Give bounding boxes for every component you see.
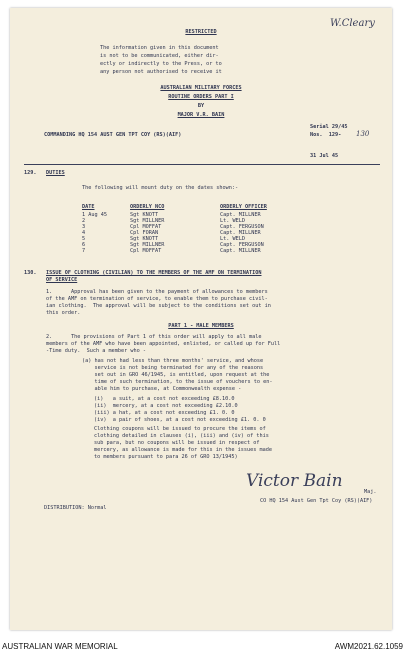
orderly-nco: Cpl FORAN [130, 230, 159, 236]
item-130-title-cont: OF SERVICE [46, 277, 78, 283]
command-line: COMMANDING HQ 154 AUST GEN TPT COY (RS)(AIF) [44, 132, 182, 138]
paragraph-line: Clothing coupons will be issued to procure the items of [94, 426, 266, 432]
paragraph-line: set out in GRO 46/1945, is entitled, upon request at the [82, 372, 270, 378]
paragraph-line: -Time duty. Such a member who - [46, 348, 146, 354]
paragraph-line: time of such termination, to the issue of vouchers to en- [82, 379, 273, 385]
notice-line: is not to be communicated, either dir- [100, 53, 219, 59]
paragraph-line: clothing detailed in clauses (i), (iii) and (iv) of this [94, 433, 269, 439]
duty-date: 6 [82, 242, 86, 248]
duty-date: 1 Aug 45 [82, 212, 107, 218]
allowance-item: (ii) mercery, at a cost not exceeding £2.10.0 [94, 403, 238, 409]
orderly-officer: Capt. FERGUSON [220, 242, 264, 248]
paragraph-line: 2. The provisions of Part 1 of this order will apply to all male [46, 334, 262, 340]
handwritten-order-number: 130 [356, 130, 370, 138]
order-numbers: Nos. 129- [310, 132, 342, 138]
item-129-intro: The following will mount duty on the dates shown:- [82, 185, 239, 191]
duty-date: 2 [82, 218, 86, 224]
orderly-nco: Cpl MOFFAT [130, 224, 162, 230]
duty-roster-table [82, 204, 300, 254]
orderly-officer: Capt. MILLNER [220, 248, 261, 254]
paragraph-line: (a) has not had less than three months' service, and whose [82, 358, 264, 364]
paragraph-line: mercery, as allowance is made for this in the issues made [94, 447, 273, 453]
column-header: ORDERLY OFFICER [220, 204, 267, 210]
orderly-officer: Capt. MILLNER [220, 212, 261, 218]
paragraph-line: of the AMF on termination of service, to enable them to purchase civil- [46, 296, 268, 302]
heading-by: BY [197, 103, 205, 109]
signature-block: CO HQ 154 Aust Gen Tpt Coy (RS)(AIF) [260, 498, 373, 504]
part-1-heading: PART 1 - MALE MEMBERS [168, 323, 234, 329]
duty-date: 4 [82, 230, 86, 236]
duty-date: 3 [82, 224, 86, 230]
orderly-officer: Capt. MILLNER [220, 230, 261, 236]
paragraph-line: sub para, but no coupons will be issued in respect of [94, 440, 260, 446]
serial-number: Serial 29/45 [310, 124, 348, 130]
signatory-rank: Maj. [364, 489, 377, 495]
paragraph-line: to members pursuant to para 26 of GRO 13/1945) [94, 454, 238, 460]
notice-line: any person not authorised to receive it [100, 69, 222, 75]
orderly-nco: Sgt KNOTT [130, 212, 159, 218]
item-129-number: 129. [24, 170, 37, 176]
table-header-row [82, 204, 300, 212]
allowance-item: (iii) a hat, at a cost not exceeding £1. 0. 0 [94, 410, 235, 416]
paragraph-line: 1. Approval has been given to the payment of allowances to members [46, 289, 268, 295]
paragraph-line: this order. [46, 310, 81, 316]
duty-date: 7 [82, 248, 86, 254]
column-header: DATE [82, 204, 95, 210]
heading-officer: MAJOR V.R. BAIN [177, 112, 225, 118]
orderly-officer: Capt. FERGUSON [220, 224, 264, 230]
heading-orders: ROUTINE ORDERS PART I [168, 94, 234, 100]
orderly-nco: Sgt KNOTT [130, 236, 159, 242]
divider [24, 164, 380, 165]
orderly-nco: Cpl MOFFAT [130, 248, 162, 254]
table-row [82, 248, 300, 254]
orderly-officer: Lt. WELD [220, 218, 245, 224]
handwritten-name: W.Cleary [330, 18, 375, 29]
item-129-title: DUTIES [46, 170, 65, 176]
orderly-nco: Sgt MILLNER [130, 242, 165, 248]
signature: Victor Bain [246, 471, 343, 491]
heading-forces: AUSTRALIAN MILITARY FORCES [160, 85, 242, 91]
column-header: ORDERLY NCO [130, 204, 165, 210]
archive-reference: AWM2021.62.1059 [334, 642, 403, 651]
notice-line: ectly or indirectly to the Press, or to [100, 61, 222, 67]
orderly-nco: Sgt MILLNER [130, 218, 165, 224]
distribution: DISTRIBUTION: Normal [44, 505, 107, 511]
classification-heading: RESTRICTED [185, 29, 217, 35]
item-130-number: 130. [24, 270, 37, 276]
allowance-item: (iv) a pair of shoes, at a cost not exceeding £1. 0. 0 [94, 417, 266, 423]
archive-footer [0, 640, 406, 653]
allowance-item: (i) a suit, at a cost not exceeding £8.10.0 [94, 396, 235, 402]
paragraph-line: service is not being terminated for any of the reasons [82, 365, 264, 371]
paragraph-line: ian clothing. The approval will be subject to the conditions set out in [46, 303, 271, 309]
archive-name: AUSTRALIAN WAR MEMORIAL [2, 642, 118, 651]
paragraph-line: able him to purchase, at Commonwealth expense - [82, 386, 242, 392]
paragraph-line: members of the AMF who have been appointed, enlisted, or called up for Full [46, 341, 281, 347]
item-130-title: ISSUE OF CLOTHING (CIVILIAN) TO THE MEMBERS OF THE AMF ON TERMINATION [46, 270, 262, 276]
order-date: 31 Jul 45 [310, 153, 339, 159]
document-page [10, 8, 392, 630]
notice-line: The information given in this document [100, 45, 219, 51]
orderly-officer: Lt. WELD [220, 236, 245, 242]
duty-date: 5 [82, 236, 86, 242]
